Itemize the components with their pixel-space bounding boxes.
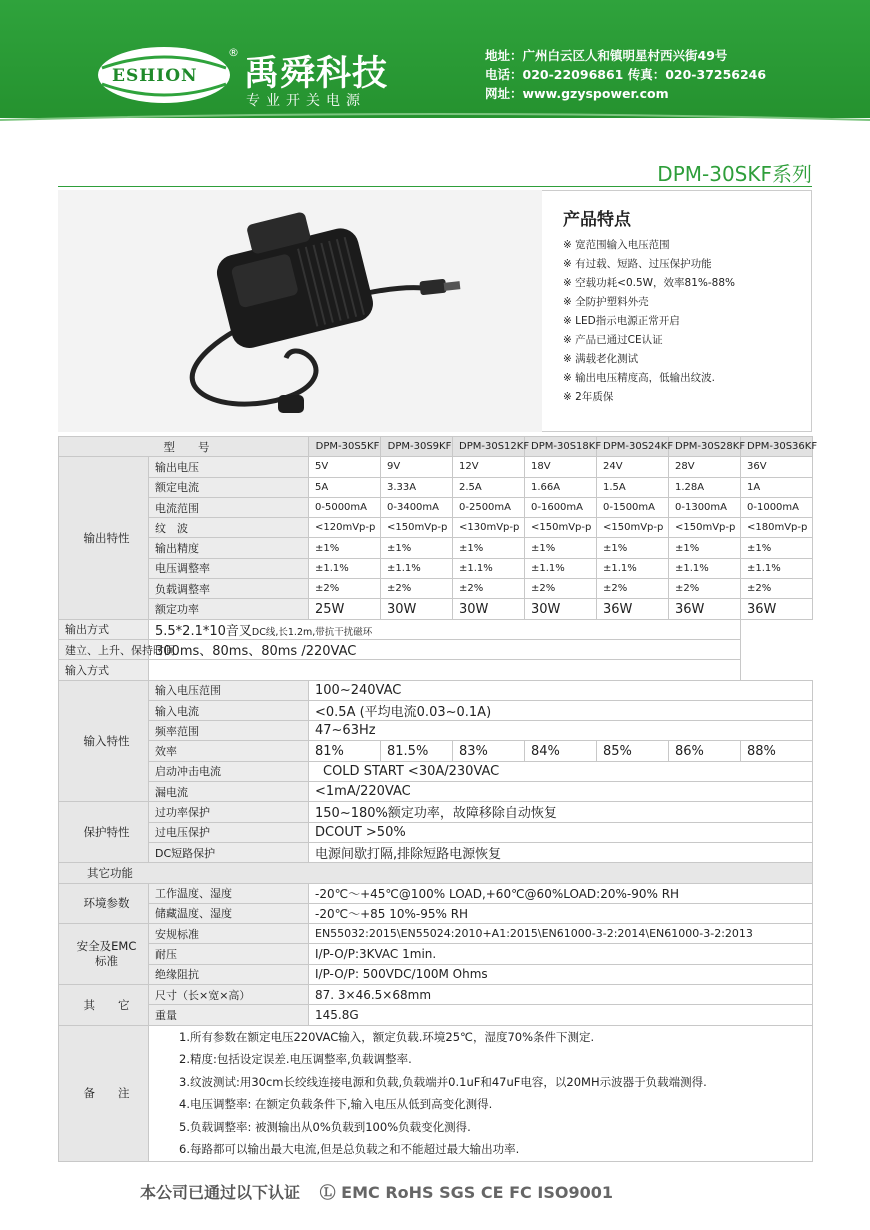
- value-cell: <120mVp-p: [309, 518, 381, 538]
- row-label: 安规标准: [149, 924, 309, 944]
- value-cell: ±1%: [381, 538, 453, 558]
- table-row: [59, 802, 813, 822]
- table-row: [59, 660, 813, 680]
- value-cell: 25W: [309, 599, 381, 619]
- value-cell: 36W: [597, 599, 669, 619]
- row-label: 输入电压范围: [149, 680, 309, 700]
- value-cell: ±1.1%: [525, 558, 597, 578]
- value-cell: 0-1600mA: [525, 497, 597, 517]
- table-row: [59, 497, 813, 517]
- row-value: -20℃～+45℃@100% LOAD,+60℃@60%LOAD:20%-90% RH: [309, 883, 813, 903]
- value-cell: 36W: [741, 599, 813, 619]
- value-cell: 5V: [309, 457, 381, 477]
- row-label: 额定电流: [149, 477, 309, 497]
- value-cell: 30W: [381, 599, 453, 619]
- value-cell: 12V: [453, 457, 525, 477]
- note-item: 4.电压调整率: 在额定负载条件下,输入电压从低到高变化测得.: [179, 1097, 493, 1112]
- table-row: [59, 944, 813, 964]
- value-cell: ±1%: [525, 538, 597, 558]
- model-cell: DPM-30S28KF: [669, 437, 741, 457]
- model-cell: DPM-30S24KF: [597, 437, 669, 457]
- row-value: DCOUT >50%: [309, 822, 813, 842]
- brand-slogan: 专业开关电源: [246, 93, 366, 109]
- certification-logos: Ⓛ EMC RoHS SGS CE FC ISO9001: [319, 1183, 613, 1202]
- value-cell: <150mVp-p: [669, 518, 741, 538]
- group-env: 环境参数: [59, 883, 149, 924]
- table-row: [59, 964, 813, 984]
- table-row: [59, 782, 813, 802]
- group-other-func: 其它功能: [59, 863, 813, 883]
- row-label: 纹 波: [149, 518, 309, 538]
- value-cell: ±1%: [741, 538, 813, 558]
- brand-name-cn: 禹舜科技: [244, 54, 389, 94]
- connector-spec: 5.5*2.1*10音叉: [155, 623, 252, 639]
- value-cell: 36V: [741, 457, 813, 477]
- series-title: DPM-30SKF系列: [657, 162, 812, 186]
- row-value: I/P-O/P: 500VDC/100M Ohms: [309, 964, 813, 984]
- header-wave: [0, 110, 870, 140]
- feature-item: ※ LED指示电源正常开启: [563, 312, 735, 331]
- registered-mark: ®: [228, 46, 239, 59]
- row-value: <0.5A (平均电流0.03~0.1A): [309, 700, 813, 720]
- group-input: 输入特性: [59, 680, 149, 802]
- row-label: 频率范围: [149, 721, 309, 741]
- table-row: [59, 579, 813, 599]
- group-safety-line2: 标准: [95, 954, 118, 969]
- eff-cell: 83%: [453, 741, 525, 761]
- table-row: [59, 883, 813, 903]
- row-label: 负载调整率: [149, 579, 309, 599]
- notes-row: [59, 1025, 813, 1161]
- row-value: 150~180%额定功率，故障移除自动恢复: [309, 802, 813, 822]
- row-value: 47~63Hz: [309, 721, 813, 741]
- group-safety: [59, 924, 149, 985]
- row-value: <1mA/220VAC: [309, 782, 813, 802]
- model-row: [59, 437, 813, 457]
- table-row: [59, 700, 813, 720]
- value-cell: <130mVp-p: [453, 518, 525, 538]
- group-notes: 备 注: [59, 1025, 149, 1161]
- table-row: [59, 538, 813, 558]
- row-value: COLD START <30A/230VAC: [309, 761, 813, 781]
- row-value: -20℃～+85 10%-95% RH: [309, 903, 813, 923]
- certification-text: 本公司已通过以下认证: [140, 1183, 301, 1202]
- value-cell: ±1.1%: [381, 558, 453, 578]
- table-row: [59, 680, 813, 700]
- note-item: 6.每路都可以输出最大电流,但是总负载之和不能超过最大输出功率.: [179, 1142, 520, 1157]
- note-item: 2.精度:包括设定误差.电压调整率,负载调整率.: [179, 1052, 412, 1067]
- feature-item: ※ 输出电压精度高，低输出纹波.: [563, 369, 735, 388]
- value-cell: 5A: [309, 477, 381, 497]
- row-value: I/P-O/P:3KVAC 1min.: [309, 944, 813, 964]
- value-cell: <150mVp-p: [525, 518, 597, 538]
- table-row: [59, 721, 813, 741]
- row-label: 储藏温度、湿度: [149, 903, 309, 923]
- table-row: [59, 741, 813, 761]
- brand-name-en: ESHION: [112, 66, 198, 86]
- output-rows: [59, 457, 813, 619]
- feature-panel: [563, 205, 735, 407]
- value-cell: 1.66A: [525, 477, 597, 497]
- value-cell: ±2%: [453, 579, 525, 599]
- value-cell: ±2%: [381, 579, 453, 599]
- value-cell: 0-3400mA: [381, 497, 453, 517]
- eff-cell: 84%: [525, 741, 597, 761]
- value-cell: <180mVp-p: [741, 518, 813, 538]
- value-cell: ±1%: [669, 538, 741, 558]
- table-row: [59, 1005, 813, 1025]
- eff-cell: 86%: [669, 741, 741, 761]
- value-cell: 1A: [741, 477, 813, 497]
- phone-fax: 电话：020-22096861 传真：020-37256246: [485, 67, 767, 82]
- model-cell: DPM-30S9KF: [381, 437, 453, 457]
- feature-title: 产品特点: [563, 210, 631, 230]
- feature-item: ※ 有过载、短路、过压保护功能: [563, 255, 735, 274]
- value-cell: 3.33A: [381, 477, 453, 497]
- value-cell: ±1.1%: [453, 558, 525, 578]
- model-cell: DPM-30S5KF: [309, 437, 381, 457]
- value-cell: <150mVp-p: [597, 518, 669, 538]
- divider: [58, 186, 812, 187]
- note-item: 1.所有参数在额定电压220VAC输入，额定负载.环境25℃，湿度70%条件下测定.: [179, 1029, 595, 1044]
- row-value: [149, 619, 741, 639]
- table-row: [59, 903, 813, 923]
- table-row: [59, 619, 813, 639]
- row-label: 启动冲击电流: [149, 761, 309, 781]
- eff-cell: 81.5%: [381, 741, 453, 761]
- row-label: 重量: [149, 1005, 309, 1025]
- table-row: [59, 822, 813, 842]
- value-cell: ±1%: [453, 538, 525, 558]
- value-cell: ±1.1%: [669, 558, 741, 578]
- value-cell: 30W: [525, 599, 597, 619]
- value-cell: 30W: [453, 599, 525, 619]
- certification-footer: [140, 1180, 613, 1203]
- cable-spec: DC线,长1.2m,带抗干扰磁环: [251, 626, 373, 638]
- row-label: 电流范围: [149, 497, 309, 517]
- value-cell: <150mVp-p: [381, 518, 453, 538]
- row-label: 电压调整率: [149, 558, 309, 578]
- row-value: 电源间歇打隔,排除短路电源恢复: [309, 842, 813, 862]
- value-cell: ±2%: [669, 579, 741, 599]
- row-value: [149, 660, 741, 680]
- table-row: [59, 518, 813, 538]
- table-row: [59, 457, 813, 477]
- value-cell: ±2%: [525, 579, 597, 599]
- eff-cell: 88%: [741, 741, 813, 761]
- group-protect: 保护特性: [59, 802, 149, 863]
- value-cell: 36W: [669, 599, 741, 619]
- model-cell: DPM-30S12KF: [453, 437, 525, 457]
- value-cell: 28V: [669, 457, 741, 477]
- adapter-image: [58, 190, 542, 432]
- spec-table: [58, 436, 818, 1162]
- eff-cell: 81%: [309, 741, 381, 761]
- website[interactable]: 网址：www.gzyspower.com: [485, 86, 669, 101]
- feature-item: ※ 2年质保: [563, 388, 735, 407]
- table-row: [59, 639, 813, 659]
- group-misc: 其 它: [59, 985, 149, 1026]
- table-row: [59, 477, 813, 497]
- model-label: 型 号: [59, 437, 309, 457]
- value-cell: ±1%: [597, 538, 669, 558]
- feature-item: ※ 空载功耗<0.5W，效率81%-88%: [563, 274, 735, 293]
- value-cell: 24V: [597, 457, 669, 477]
- row-label: 建立、上升、保持时间: [59, 639, 149, 659]
- value-cell: ±1.1%: [309, 558, 381, 578]
- value-cell: 9V: [381, 457, 453, 477]
- note-item: 5.负载调整率: 被测输出从0%负载到100%负载变化测得.: [179, 1119, 471, 1134]
- note-item: 3.纹波测试:用30cm长绞线连接电源和负载,负载端并0.1uF和47uF电容，以20MH示波器于负载端测得.: [179, 1074, 707, 1089]
- row-label: 输出方式: [59, 619, 149, 639]
- table-row: [59, 761, 813, 781]
- row-label: 尺寸（长×宽×高）: [149, 985, 309, 1005]
- row-label: 额定功率: [149, 599, 309, 619]
- row-label: 漏电流: [149, 782, 309, 802]
- table-row: [59, 985, 813, 1005]
- value-cell: ±1.1%: [597, 558, 669, 578]
- value-cell: ±2%: [741, 579, 813, 599]
- row-label: 效率: [149, 741, 309, 761]
- table-row: [59, 924, 813, 944]
- address: 地址：广州白云区人和镇明星村西兴街49号: [485, 48, 728, 63]
- row-value: 87. 3×46.5×68mm: [309, 985, 813, 1005]
- value-cell: ±2%: [597, 579, 669, 599]
- row-label: 输出精度: [149, 538, 309, 558]
- value-cell: 18V: [525, 457, 597, 477]
- feature-item: ※ 满载老化测试: [563, 350, 735, 369]
- table-row: [59, 599, 813, 619]
- value-cell: 2.5A: [453, 477, 525, 497]
- contact-info: [485, 46, 766, 103]
- row-value: 145.8G: [309, 1005, 813, 1025]
- row-label: 过电压保护: [149, 822, 309, 842]
- feature-list: [563, 236, 735, 407]
- value-cell: ±1.1%: [741, 558, 813, 578]
- row-label: DC短路保护: [149, 842, 309, 862]
- row-label: 绝缘阻抗: [149, 964, 309, 984]
- value-cell: 0-1500mA: [597, 497, 669, 517]
- row-label: 输入电流: [149, 700, 309, 720]
- row-label: 输入方式: [59, 660, 149, 680]
- table-row: [59, 558, 813, 578]
- row-label: 过功率保护: [149, 802, 309, 822]
- table-row: [59, 863, 813, 883]
- value-cell: 0-1000mA: [741, 497, 813, 517]
- feature-item: ※ 产品已通过CE认证: [563, 331, 735, 350]
- model-cell: DPM-30S36KF: [741, 437, 813, 457]
- notes-cell: [149, 1025, 813, 1161]
- row-label: 耐压: [149, 944, 309, 964]
- value-cell: ±1%: [309, 538, 381, 558]
- row-value: 300ms、80ms、80ms /220VAC: [149, 639, 741, 659]
- row-value: 100~240VAC: [309, 680, 813, 700]
- value-cell: 1.5A: [597, 477, 669, 497]
- value-cell: 0-2500mA: [453, 497, 525, 517]
- row-value: EN55032:2015\EN55024:2010+A1:2015\EN61000-3-2:2014\EN61000-3-2:2013: [309, 924, 813, 944]
- group-output: 输出特性: [59, 457, 149, 619]
- product-photo: [58, 190, 542, 432]
- value-cell: 0-1300mA: [669, 497, 741, 517]
- row-label: 工作温度、湿度: [149, 883, 309, 903]
- model-cell: DPM-30S18KF: [525, 437, 597, 457]
- row-label: 输出电压: [149, 457, 309, 477]
- table-row: [59, 842, 813, 862]
- feature-item: ※ 全防护塑料外壳: [563, 293, 735, 312]
- value-cell: ±2%: [309, 579, 381, 599]
- value-cell: 0-5000mA: [309, 497, 381, 517]
- feature-item: ※ 宽范围输入电压范围: [563, 236, 735, 255]
- eff-cell: 85%: [597, 741, 669, 761]
- group-safety-line1: 安全及EMC: [76, 939, 137, 954]
- value-cell: 1.28A: [669, 477, 741, 497]
